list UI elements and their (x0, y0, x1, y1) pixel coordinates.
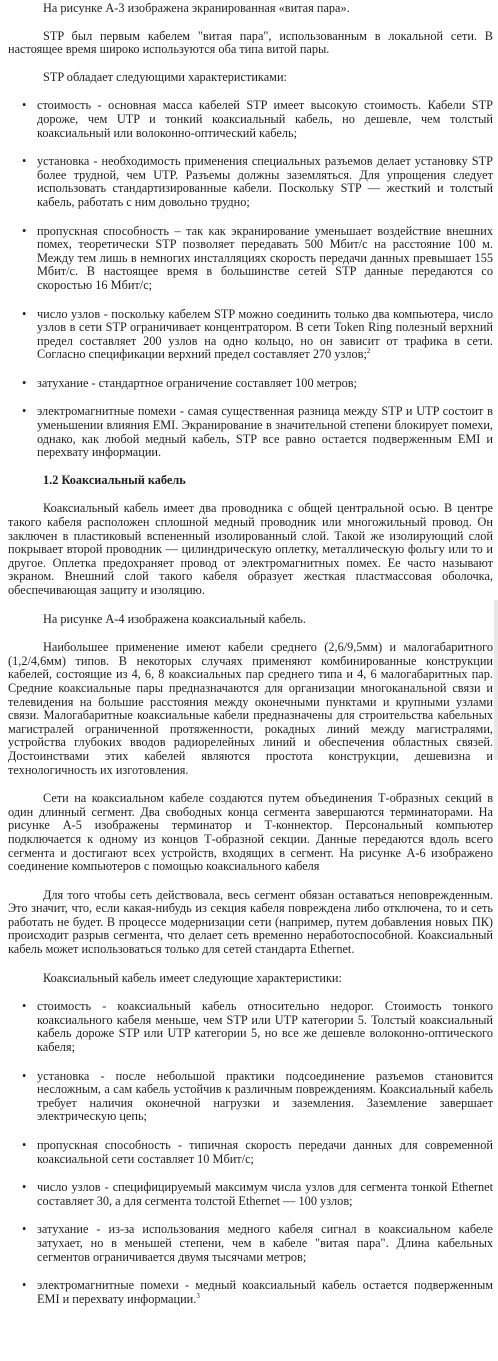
list-item-stp-nodes (8, 308, 493, 362)
section-heading-coaxial: 1.2 Коаксиальный кабель (43, 472, 186, 487)
footnote-mark: 3 (196, 1291, 200, 1300)
document-page (8, 2, 493, 1306)
list-item-stp-attenuation: • затухание - стандартное ограничение составляет 100 метров; (8, 377, 493, 391)
paragraph-figure-a4: На рисунке А-4 изображена коаксиальный кабель. (43, 611, 306, 626)
list-item-stp-nodes-text: число узлов - поскольку кабелем STP можно соединить только два компьютера, число узлов в сети STP ограничивает концентратором. В сети Token Ring полезный верхний предел составляет 200 узлов на одно кольцо, но он зависит от трафика в сети. Согласно спецификации верхний предел составляет 270 узлов; (37, 306, 493, 362)
list-item-stp-bandwidth: • пропускная способность – так как экранирование уменьшает воздействие внешних помех, теоретически STP позволяет передавать 500 Мбит/с на расстояние 100 м. Между тем лишь в немногих инсталляциях скорость передачи данных превышает 155 Мбит/с. В настоящее время в большинстве сетей STP данные передаются со скоростью 16 Мбит/с; (8, 225, 493, 293)
list-item-stp-emi: • электромагнитные помехи - самая существенная разница между STP и UTP состоит в уменьшении влияния EMI. Экранирование в значительной степени блокирует помехи, однако, как любой медный кабель, STP все равно остается подверженным EMI и перехвату информации. (8, 405, 493, 459)
paragraph-coax-networks: Сети на коаксиальном кабеле создаются путем объединения Т-образных секций в один длинный сегмент. Два свободных конца сегмента завершаются терминаторами. На рисунке А-5 изображены терминатор и Т-коннектор. Персональный компьютер подключается к одному из концов Т-образной секции. Данные передаются вдоль всего сегмента и достигают всех устройств, входящих в сегмент. На рисунке А-6 изображено соединение компьютеров с помощью коаксиального кабеля (8, 791, 493, 874)
paragraph-coax-description: Коаксиальный кабель имеет два проводника с общей центральной осью. В центре такого кабеля расположен сплошной медный проводник или многожильный провод. Он заключен в пластиковый вспененный изолированный слой. Такой же изолирующий слой покрывает второй проводник — цилиндрическую оплетку, металлическую фольгу или то и другое. Оплетка предохраняет провод от электромагнитных помех. Ее часто называют экраном. Внешний слой такого кабеля образует жесткая пластмассовая оболочка, обеспечивающая защиту и изоляцию. (8, 501, 493, 597)
paragraph-stp-intro: STP был первым кабелем "витая пара", использованным в локальной сети. В настоящее время широко используются оба типа витой пары. (8, 28, 493, 57)
footnote-mark: 2 (366, 347, 371, 356)
list-item-coax-installation: • установка - после небольшой практики подсоединение разъемов становится несложным, а сам кабель устойчив к различным повреждениям. Коаксиальный кабель требует наличия оконечной нагрузки и заземления. Заземление завершает электрическую цепь; (8, 1070, 493, 1124)
list-item-coax-nodes: • число узлов - специфицируемый максимум числа узлов для сегмента тонкой Ethernet составляет 30, а для сегмента толстой Ethernet — 100 узлов; (8, 1181, 493, 1208)
paragraph-figure-a3: На рисунке А-3 изображена экранированная «витая пара». (43, 1, 350, 15)
paragraph-coax-segment: Для того чтобы сеть действовала, весь сегмент обязан оставаться неповрежденным. Это значит, что, если какая-нибудь из секция кабеля повреждена либо отключена, то и сеть работать не будет. В процессе модернизации сети (например, путем добавления новых ПК) происходит разрыв сегмента, что делает сеть временно неработоспособной. Коаксиальный кабель может использоваться только для сетей стандарта Ethernet. (8, 887, 493, 957)
coax-characteristics-list (8, 1000, 493, 1306)
paragraph-coax-types: Наибольшее применение имеют кабели среднего (2,6/9,5мм) и малогабаритного (1,2/4,6мм) типов. В некоторых случаях применяют комбинированные конструкции кабелей, состоящие из 4, 6, 8 коаксиальных пар среднего типа и 4, 6 малогабаритных пар. Средние коаксиальные пары предназначаются для организации многоканальной связи и телевидения на большие расстояния между оконечными пунктами и крупными узлами связи. Малогабаритные коаксиальные кабели предназначены для строительства кабельных магистралей ограниченной протяженности, рокадных линий между магистралями, устройства глубоких вводов радиорелейных линий и обеспечения областных связей. Достоинствами этих кабелей являются простота конструкции, дешевизна и технологичность их изготовления. (8, 640, 493, 777)
list-item-coax-emi (8, 1279, 493, 1306)
list-item-stp-installation: • установка - необходимость применения специальных разъемов делает установку STP более трудной, чем UTP. Разъемы должны заземляться. Для упрощения следует использовать стандартизированные кабели. Поскольку STP — жесткий и толстый кабель, работать с ним довольно трудно; (8, 155, 493, 209)
list-item-coax-emi-text: электромагнитные помехи - медный коаксиальный кабель остается подверженным EMI и перехвату информации. (37, 1278, 493, 1306)
list-item-coax-bandwidth: • пропускная способность - типичная скорость передачи данных для современной коаксиальной сети составляет 10 Мбит/с; (8, 1139, 493, 1166)
paragraph-stp-characteristics: STP обладает следующими характеристиками: (43, 69, 287, 84)
list-item-coax-cost: • стоимость - коаксиальный кабель относительно недорог. Стоимость тонкого коаксиального кабеля меньше, чем STP или UTP категории 5. Толстый коаксиальный кабель дороже STP или UTP категории 5, но все же дешевле волоконно-оптического кабеля; (8, 1000, 493, 1054)
paragraph-coax-characteristics: Коаксиальный кабель имеет следующие характеристики: (43, 970, 342, 985)
list-item-coax-attenuation: • затухание - из-за использования медного кабеля сигнал в коаксиальном кабеле затухает, но в меньшей степени, чем в кабеле "витая пара". Длина кабельных сегментов ограничивается двумя тысячами метров; (8, 1223, 493, 1264)
page-edge-shadow (494, 600, 498, 760)
stp-characteristics-list (8, 99, 493, 459)
list-item-stp-cost: • стоимость - основная масса кабелей STP имеет высокую стоимость. Кабели STP дороже, чем UTP и тонкий коаксиальный кабель, но дешевле, чем толстый коаксиальный или волоконно-оптический кабель; (8, 99, 493, 140)
